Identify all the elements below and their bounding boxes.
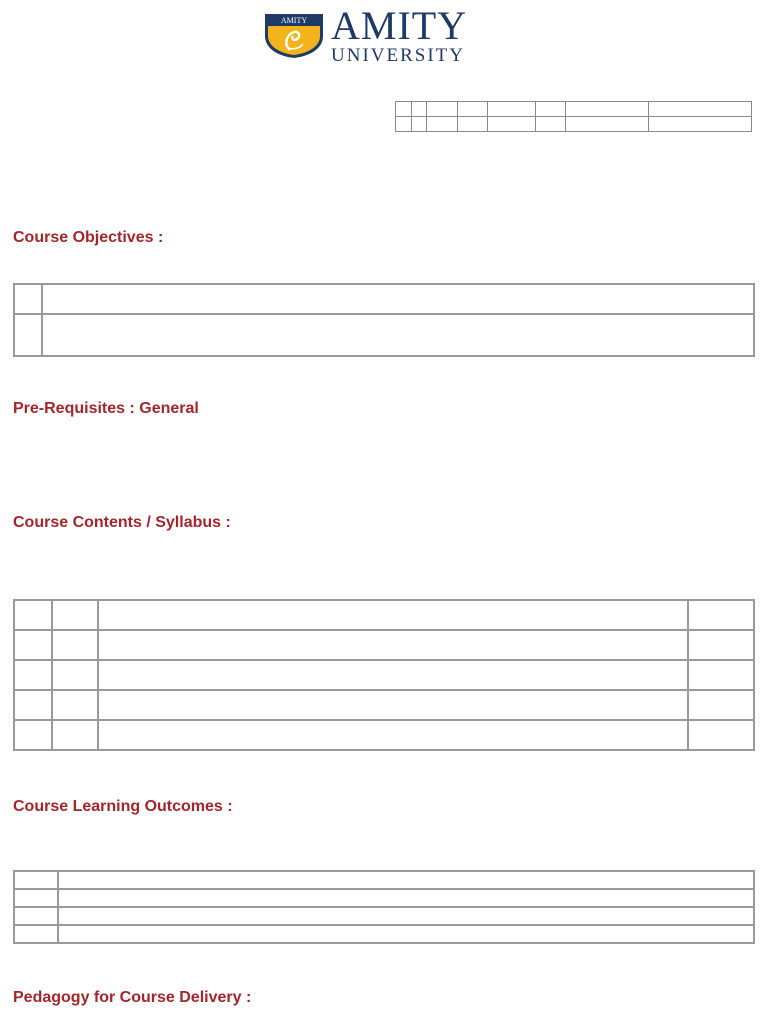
pedagogy-heading: Pedagogy for Course Delivery : bbox=[13, 989, 252, 1006]
course-contents-heading: Course Contents / Syllabus : bbox=[13, 514, 231, 531]
amity-crest-icon bbox=[263, 10, 325, 58]
learning-outcomes-heading: Course Learning Outcomes : bbox=[13, 798, 233, 815]
syllabus-table bbox=[13, 599, 755, 751]
course-code-table bbox=[395, 101, 752, 132]
logo-word-amity: AMITY bbox=[331, 3, 468, 48]
learning-outcomes-table bbox=[13, 870, 755, 944]
amity-university-logo bbox=[263, 3, 508, 66]
crest-text: AMITY bbox=[280, 16, 308, 25]
pre-requisites-heading: Pre-Requisites : General bbox=[13, 400, 199, 417]
course-objectives-heading: Course Objectives : bbox=[13, 229, 164, 246]
logo-word-university: UNIVERSITY bbox=[331, 45, 465, 66]
course-objectives-table bbox=[13, 283, 755, 357]
